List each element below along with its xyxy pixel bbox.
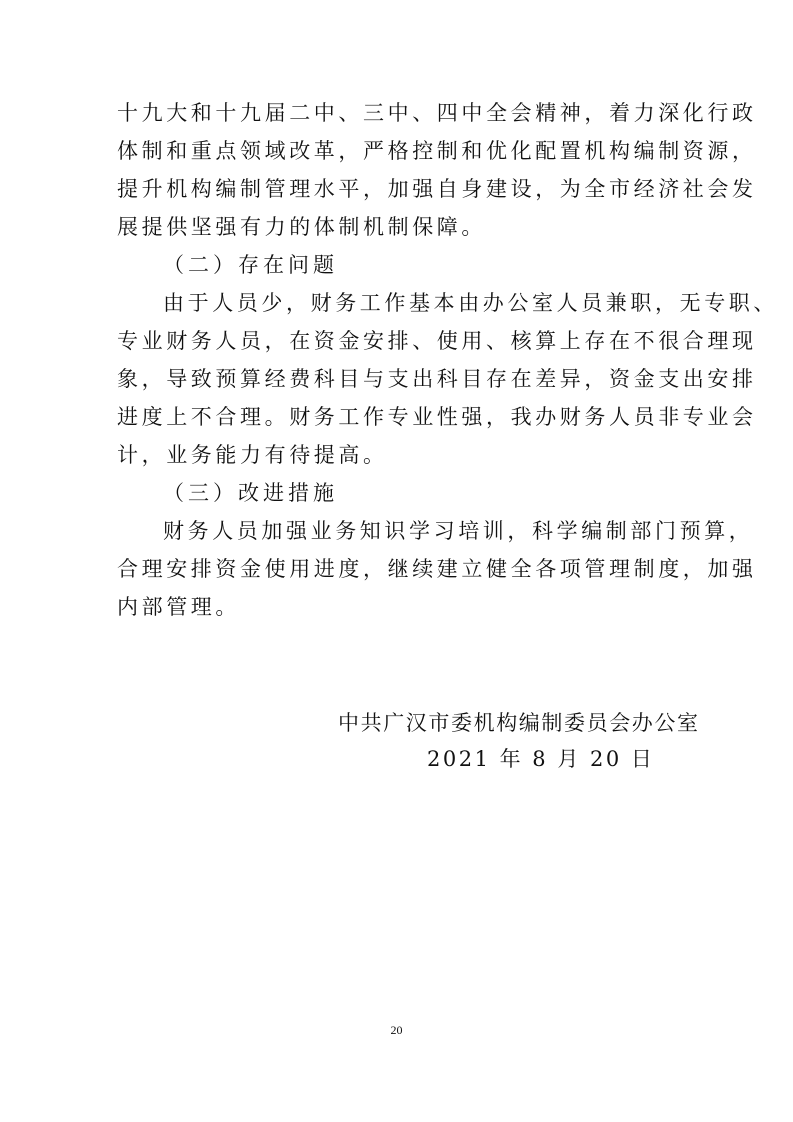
signature-organization: 中共广汉市委机构编制委员会办公室 — [338, 711, 700, 735]
body-line: 象，导致预算经费科目与支出科目存在差异，资金支出安排 — [117, 367, 757, 391]
page-number: 20 — [390, 1023, 403, 1037]
section-heading: （三）改进措施 — [163, 481, 338, 505]
body-line: 专业财务人员，在资金安排、使用、核算上存在不很合理现 — [117, 329, 757, 353]
body-line: 计，业务能力有待提高。 — [117, 443, 388, 467]
section-heading: （二）存在问题 — [163, 253, 338, 277]
body-line: 合理安排资金使用进度，继续建立健全各项管理制度，加强 — [117, 557, 757, 581]
body-line: 内部管理。 — [117, 595, 240, 619]
body-line: 提升机构编制管理水平，加强自身建设，为全市经济社会发 — [117, 177, 757, 201]
body-line: 十九大和十九届二中、三中、四中全会精神，着力深化行政 — [117, 101, 757, 125]
body-line: 进度上不合理。财务工作专业性强，我办财务人员非专业会 — [117, 405, 757, 429]
body-line: 由于人员少，财务工作基本由办公室人员兼职，无专职、 — [163, 291, 778, 315]
body-line: 展提供坚强有力的体制机制保障。 — [117, 215, 486, 239]
body-line: 体制和重点领域改革，严格控制和优化配置机构编制资源， — [117, 139, 757, 163]
signature-date: 2021 年 8 月 20 日 — [427, 747, 655, 771]
body-line: 财务人员加强业务知识学习培训，科学编制部门预算， — [163, 519, 754, 543]
